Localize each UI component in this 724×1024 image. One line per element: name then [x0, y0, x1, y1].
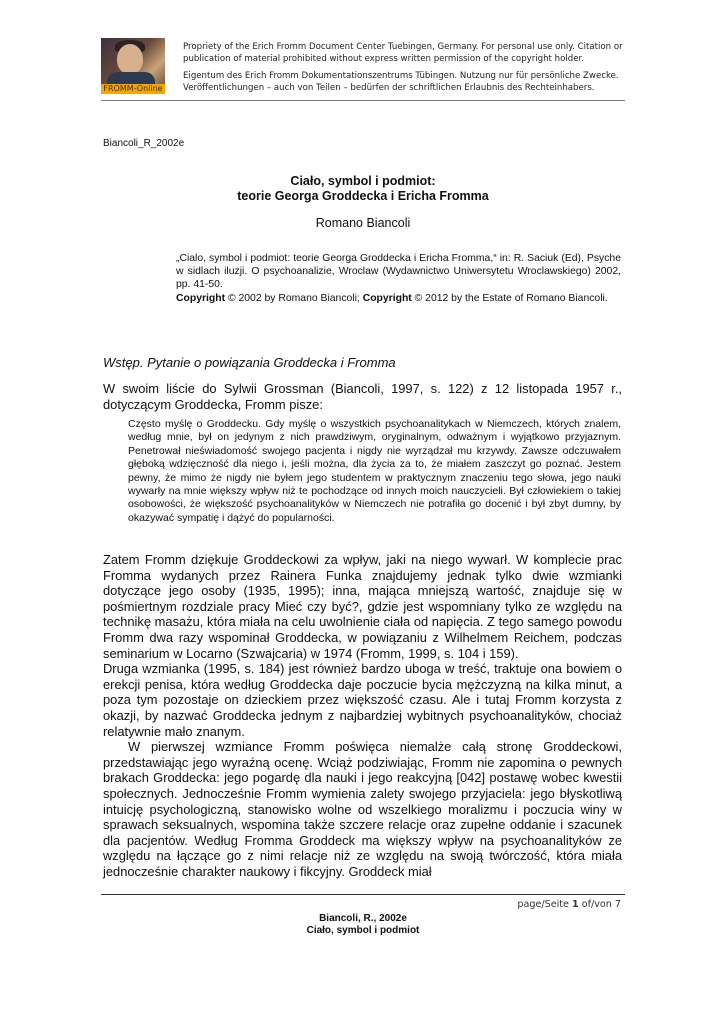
copyright-text-2: © 2012 by the Estate of Romano Biancoli. — [411, 292, 608, 304]
copyright-line — [176, 292, 621, 305]
fromm-quote: Często myślę o Groddecku. Gdy myślę o wszystkich psychoanalitykach w Niemczech, których znalem, według mnie, był on jedynym z nich prawdziwym, oryginalnym, odważnym i wyjątkowo przyjaznym. Penetrował nieświadomość swojego pacjenta i nigdy nie wyrządzał mu krzywdy. Zawsze odczuwałem głęboką wdzięczność dla niego i, jeśli można, dla życia za to, że miałem zaszczyt go poznać. Jestem pewny, że mimo że nigdy nie byłem jego studentem w praktycznym znaczeniu tego słowa, jego nauki wywarły na mnie większy wpływ niż te pochodzące od innych moich nauczycieli. Był człowiekiem o takiej osobowości, że większość psychoanalityków w Niemczech nie potrafiła go docenić i był zbyt dumny, by okazywać sympatię i dążyć do popularności. — [128, 418, 621, 524]
copyright-text-1: © 2002 by Romano Biancoli; — [225, 292, 363, 304]
page-number-suffix: of/von 7 — [578, 899, 621, 910]
main-body — [103, 552, 622, 879]
copyright-notice-german: Eigentum des Erich Fromm Dokumentationszentrums Tübingen. Nutzung nur für persönliche Zwecke. Veröffentlichungen – auch von Teilen – bedürfen der schriftlichen Erlaubnis des Rechteinhabers. — [183, 71, 619, 93]
author-name: Romano Biancoli — [315, 216, 411, 230]
fromm-online-logo — [101, 38, 165, 94]
footer-title: Ciało, symbol i podmiot — [306, 925, 420, 936]
title-line-1: Ciało, symbol i podmiot: — [290, 174, 436, 188]
document-id: Biancoli_R_2002e — [103, 138, 185, 149]
page-number — [517, 899, 621, 910]
footer-reference: Biancoli, R., 2002e — [319, 913, 407, 924]
body-paragraph-3: W pierwszej wzmiance Fromm poświęca niemalże całą stronę Groddeckowi, przedstawiając jego wyraźną ocenę. Wciąż podziwiając, Fromm nie zapomina o pewnych brakach Groddecka: jego pogardę dla nauki i jego reakcyjną [042] postawę wobec kwestii społecznych. Jednocześnie Fromm wymienia zalety swojego przyjaciela: jego błyskotliwą intuicję psychologiczną, stanowisko wolne od wszelkiego moralizmu i poczucia winy w sprawach seksualnych, wspomina także szczere relacje oraz zupełne oddanie i szacunek dla pacjentów. Według Fromma Groddeck ma większy wpływ na psychoanalityków ze względu na łączące go z nimi relacje niż ze względu na swoją twórczość, która miała jednocześnie charakter naukowy i fikcyjny. Groddeck miał — [103, 739, 622, 879]
title-line-2: teorie Georga Groddecka i Ericha Fromma — [237, 189, 489, 203]
body-paragraph-1: Zatem Fromm dziękuje Groddeckowi za wpływ, jaki na niego wywarł. W komplecie prac Fromma wydanych przez Rainera Funka znajdujemy jednak tylko dwie wzmianki dotyczące jego osoby (1935, 1995); inna, mająca mniejszą wartość, znajduje się w pośmiertnym rozdziale pracy Mieć czy być?, gdzie jest wspomniany tylko ze względu na technikę masażu, która miała na celu uwolnienie ciała od napięcia. Z tego samego powodu Fromm dwa razy wspominał Groddecka, w powiązaniu z Wilhelmem Reichem, podczas seminarium w Locarno (Szwajcaria) w 1974 (Fromm, 1999, s. 104 i 159). — [103, 552, 622, 661]
logo-portrait-face — [117, 44, 143, 74]
copyright-notice-english: Propriety of the Erich Fromm Document Center Tuebingen, Germany. For personal use only. Citation or publication of material prohibited without express written permission of the copyright holder. — [183, 42, 623, 64]
footer-divider — [101, 894, 625, 895]
copyright-label-1: Copyright — [176, 292, 226, 304]
citation-block — [176, 252, 621, 305]
copyright-label-2: Copyright — [362, 292, 412, 304]
page-number-prefix: page/Seite — [517, 899, 572, 910]
intro-paragraph-text: W swoim liście do Sylwii Grossman (Biancoli, 1997, s. 122) z 12 listopada 1957 r., dotyczącym Groddecka, Fromm pisze: — [103, 381, 622, 412]
citation-source: „Cialo, symbol i podmiot: teorie Georga Groddecka i Ericha Fromma,“ in: R. Saciuk (Ed), Psyche w sidlach iluzji. O psychoanalizie, Wroclaw (Wydawnictwo Uniwersytetu Wroclawskiego) 2002, pp. 41-50. — [176, 253, 621, 291]
section-heading: Wstęp. Pytanie o powiązania Groddecka i Fromma — [103, 355, 396, 370]
header-divider — [101, 100, 625, 101]
page-number-current: 1 — [572, 899, 579, 910]
intro-paragraph — [103, 381, 622, 412]
body-paragraph-2: Druga wzmianka (1995, s. 184) jest również bardzo uboga w treść, traktuje ona bowiem o erekcji penisa, która według Groddecka daje poczucie bycia mężczyzną na kilka minut, a poza tym pozostaje on dzieckiem przez większość czasu. Ale i tutaj Fromm korzysta z okazji, by nazwać Groddecka jednym z najbardziej wybitnych psychoanalityków, chociaż relatywnie mało znanym. — [103, 661, 622, 739]
logo-caption: FROMM-Online — [101, 84, 165, 94]
